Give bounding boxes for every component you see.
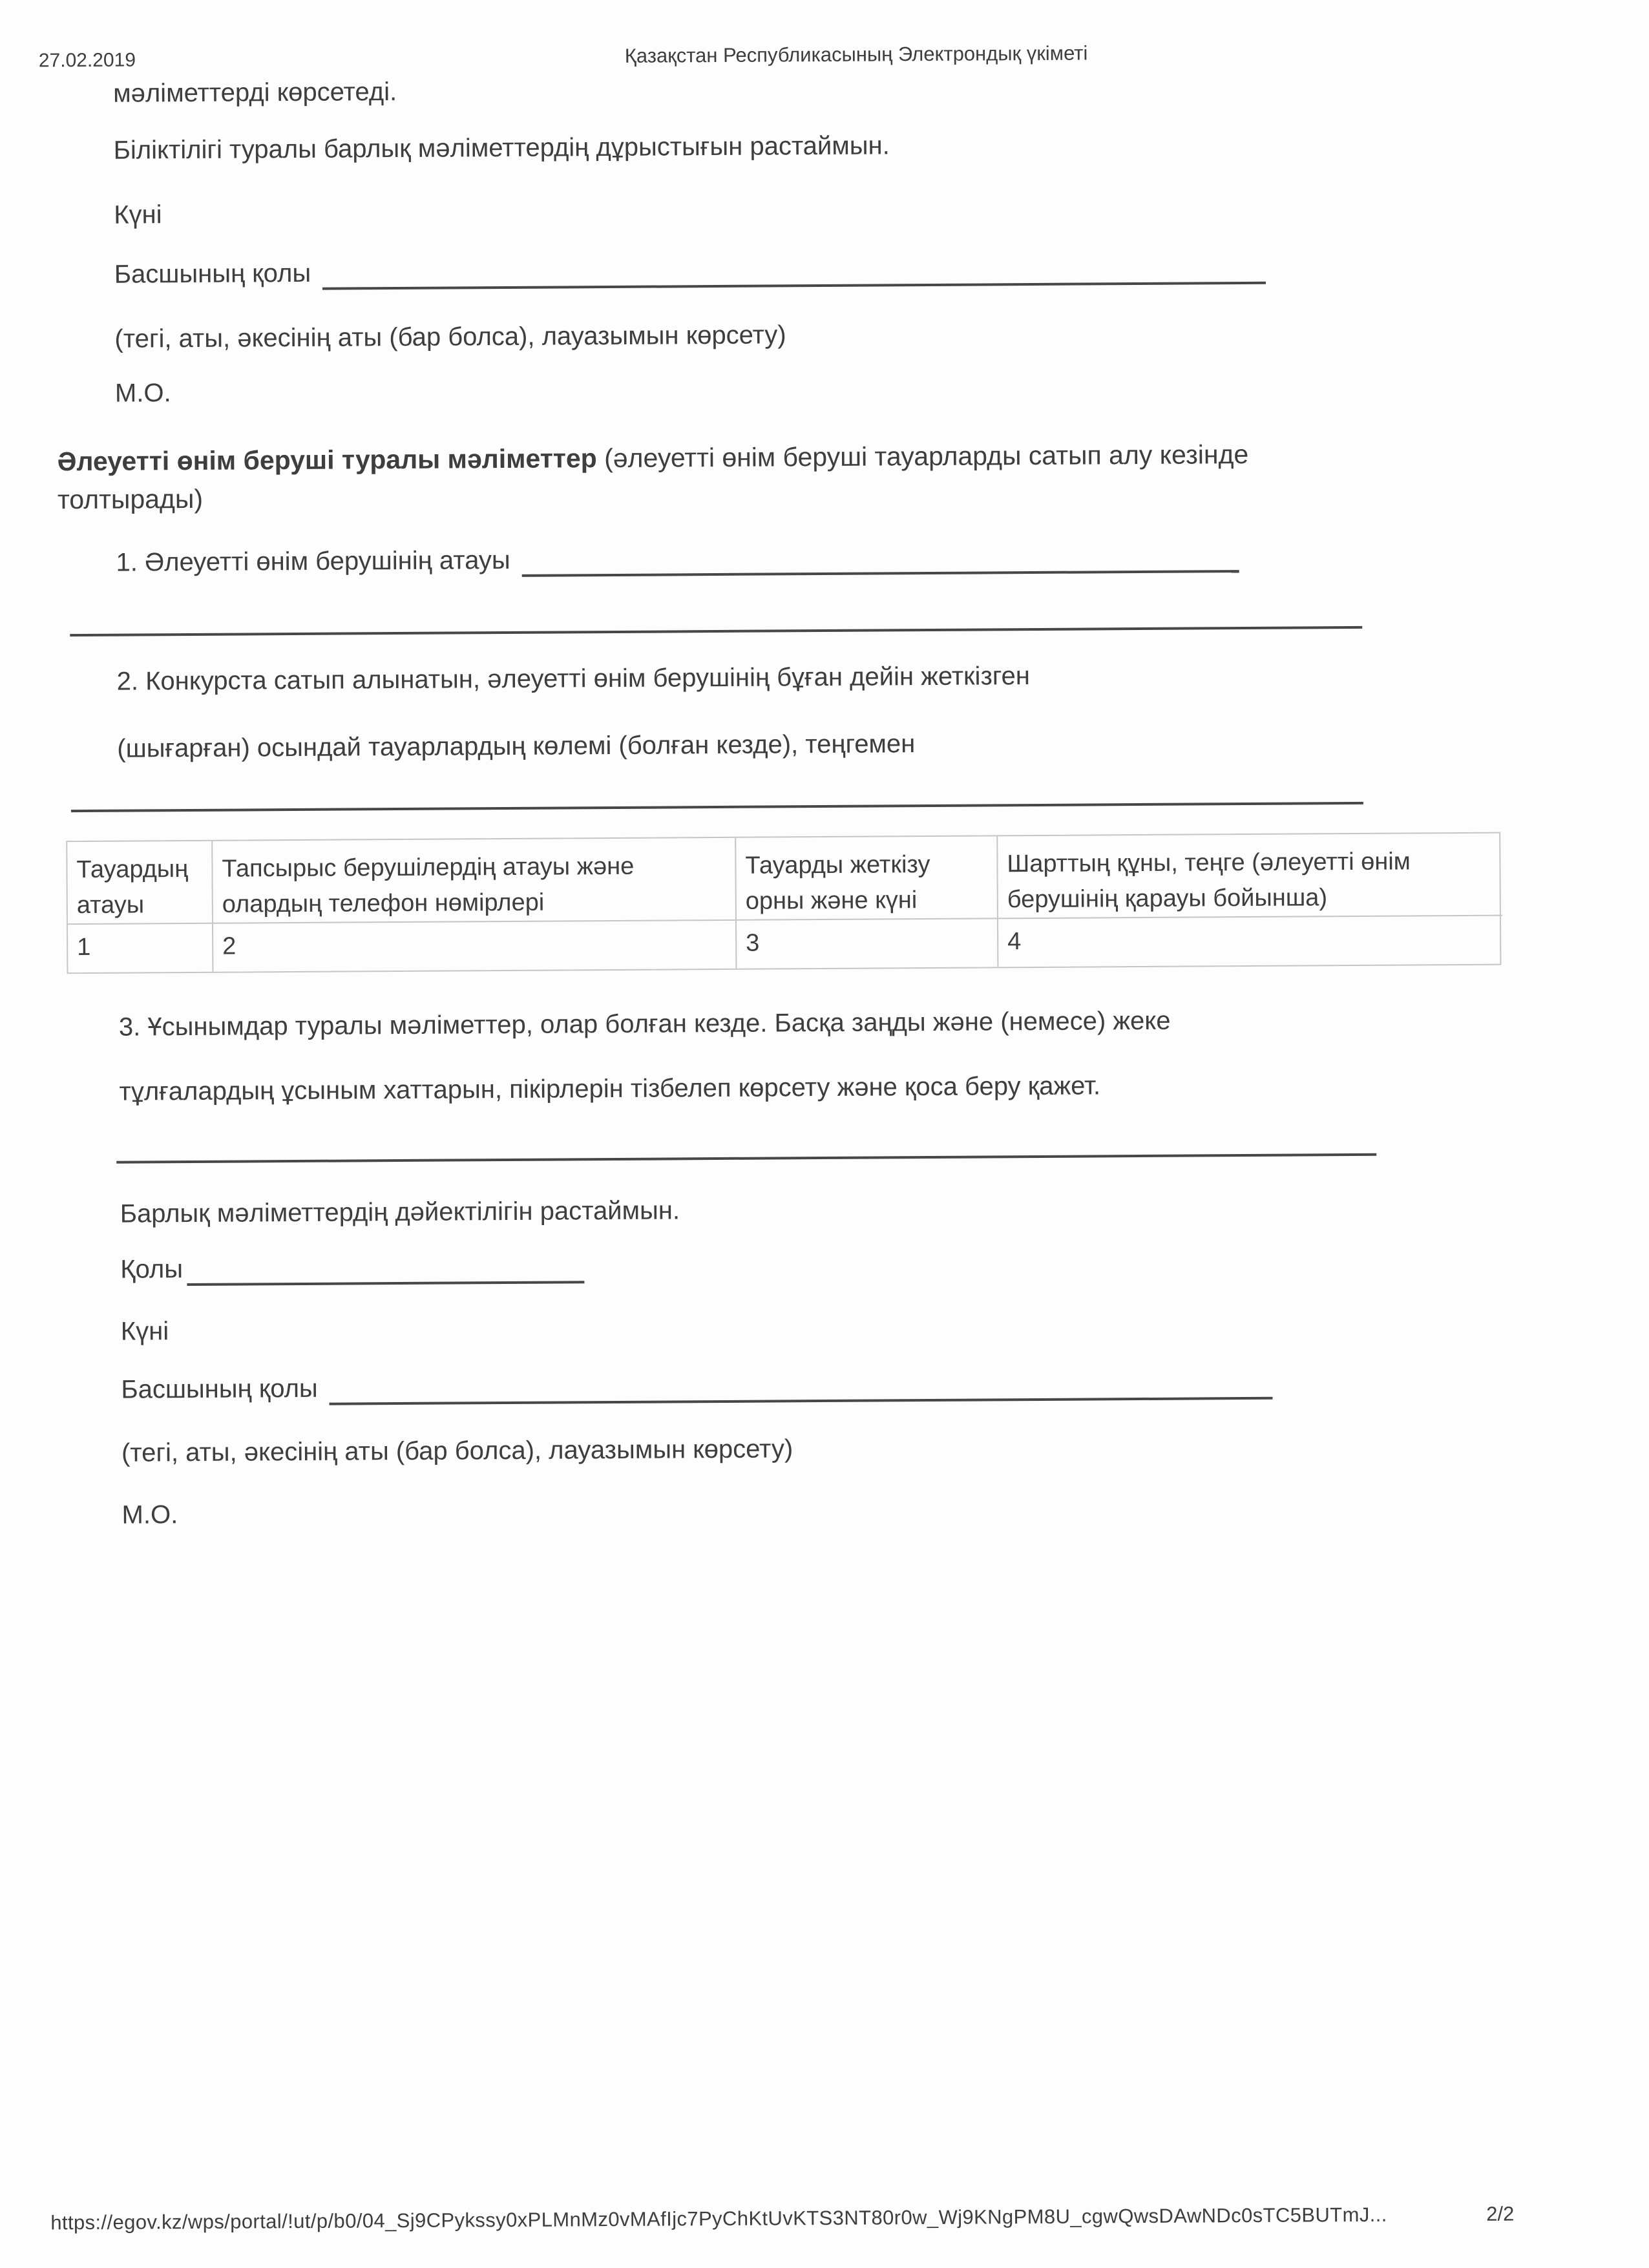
fill-in-rule-1 [70, 626, 1362, 636]
section-heading-rest: (әлеуетті өнім беруші тауарларды сатып алу кезінде толтырады) [57, 439, 1249, 515]
print-footer-url: https://egov.kz/wps/portal/!ut/p/b0/04_Sj9CPykssy0xPLMnMz0vMAfIjc7PyChKtUvKTS3NT80r0w_Wj9KNgPM8U_cgwQwsDAwNDc0sTC5BUTmJ... [50, 2203, 1387, 2234]
section-heading-bold: Әлеуетті өнім беруші туралы мәліметтер [57, 443, 597, 477]
print-header-date: 27.02.2019 [38, 49, 136, 72]
table-header-customers: Тапсырыс берушілердің атауы және олардың телефон нөмірлері [213, 838, 737, 924]
table-header-delivery: Тауарды жеткізу орны және күні [736, 836, 998, 920]
fill-in-rule-3 [116, 1153, 1376, 1164]
print-footer-page-indicator: 2/2 [1486, 2202, 1515, 2225]
item2-line1: 2. Конкурста сатып алынатын, әлеуетті өнім берушінің бұған дейін жеткізген [116, 662, 1031, 696]
date-label: Күні [120, 1317, 169, 1346]
item1-row [116, 539, 1239, 580]
table-cell-col2: 2 [213, 921, 737, 972]
section-heading [57, 436, 1279, 520]
signature-label: Қолы [120, 1255, 184, 1284]
table-cell-col1: 1 [68, 924, 213, 972]
head-signature-row [114, 251, 1266, 291]
fill-in-rule-2 [71, 802, 1363, 812]
paragraph-all-data-confirm: Барлық мәліметтердің дәйектілігін растаймын. [120, 1196, 680, 1228]
paragraph-continuation: мәліметтерді көрсетеді. [113, 78, 397, 108]
fio-note: (тегі, аты, әкесінің аты (бар болса), лауазымын көрсету) [121, 1434, 793, 1467]
paragraph-qualification-confirm: Біліктілігі туралы барлық мәліметтердің дұрыстығын растаймын. [113, 131, 890, 165]
prior-supplies-table [66, 832, 1501, 974]
print-header-site-title: Қазақстан Республикасының Электрондық үкіметі [624, 41, 1088, 67]
item2-line2: (шығарған) осындай тауарлардың көлемі (болған кезде), теңгемен [117, 730, 916, 763]
stamp-label: М.О. [121, 1500, 178, 1529]
table-header-product-name: Тауардың атауы [67, 841, 213, 925]
table-cell-col3: 3 [737, 919, 998, 968]
item3-line1: 3. Ұсынымдар туралы мәліметтер, олар болған кезде. Басқа заңды және (немесе) жеке [118, 1006, 1171, 1042]
signature-row [120, 1250, 584, 1286]
signature-line [187, 1274, 584, 1286]
signature-line [330, 1391, 1273, 1405]
item1-label: 1. Әлеуетті өнім берушінің атауы [116, 545, 510, 577]
head-signature-label: Басшының қолы [114, 258, 311, 289]
fill-in-line [522, 563, 1239, 577]
fio-note: (тегі, аты, әкесінің аты (бар болса), лауазымын көрсету) [114, 320, 786, 353]
date-label: Күні [114, 200, 162, 229]
stamp-label: М.О. [114, 379, 171, 408]
item3-line2: тұлғалардың ұсыным хаттарын, пікірлерін тізбелеп көрсету және қоса беру қажет. [119, 1071, 1101, 1106]
table-cell-col4: 4 [1007, 928, 1022, 956]
head-signature-row [121, 1366, 1273, 1407]
signature-line [322, 275, 1266, 290]
table-header-contract-value: Шарттың құны, теңге (әлеуетті өнім берушінің қарауы бойынша) [998, 834, 1502, 919]
head-signature-label: Басшының қолы [121, 1374, 318, 1404]
